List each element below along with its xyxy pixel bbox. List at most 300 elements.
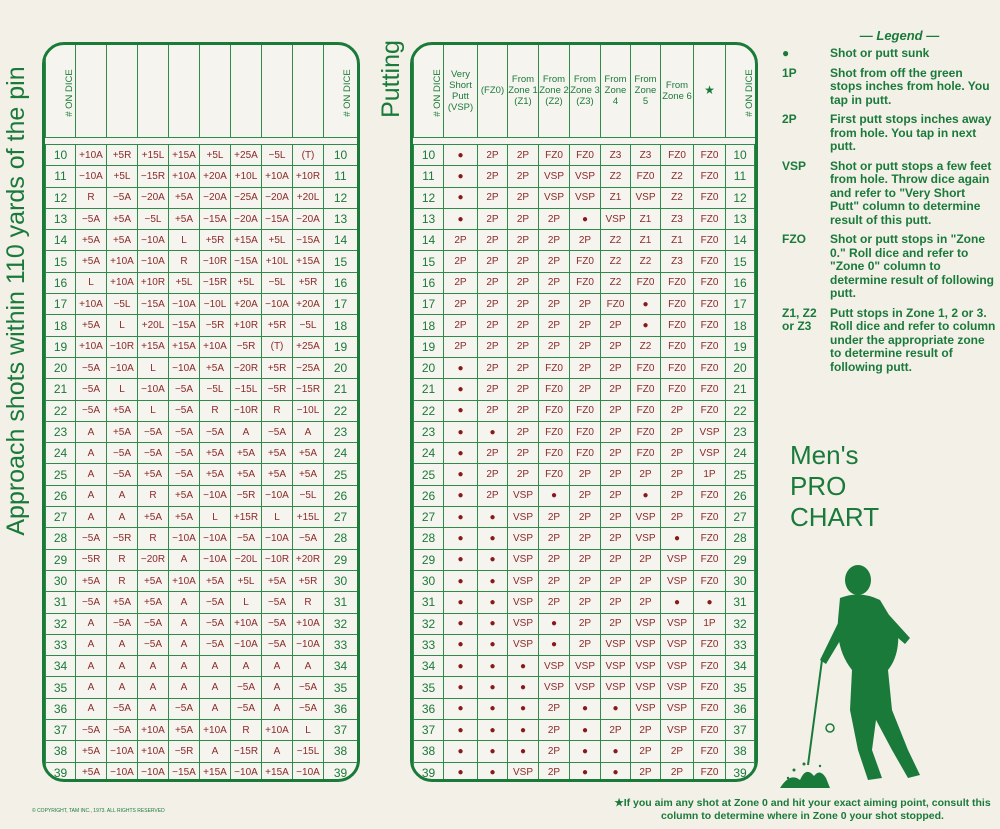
approach-cell: R: [76, 187, 107, 208]
putting-cell: 2P: [661, 762, 694, 782]
table-row: [414, 400, 755, 421]
dice-number: 26: [324, 485, 358, 506]
dice-number: 34: [46, 656, 76, 677]
approach-cell: −10A: [138, 379, 169, 400]
dice-number: 35: [726, 677, 755, 698]
approach-cell: L: [293, 720, 324, 741]
putting-cell: 2P: [661, 443, 694, 464]
putting-cell: ●: [444, 166, 478, 187]
putting-cell: FZ0: [631, 400, 661, 421]
approach-cell: +10A: [76, 145, 107, 166]
table-row: [414, 443, 755, 464]
approach-cell: −5A: [169, 400, 200, 421]
approach-cell: A: [262, 698, 293, 719]
approach-cell: +10A: [76, 336, 107, 357]
approach-cell: +5R: [293, 272, 324, 293]
table-row: [414, 145, 755, 166]
approach-table-panel: [42, 42, 360, 782]
putting-cell: ●: [478, 528, 508, 549]
approach-cell: −10A: [200, 549, 231, 570]
dice-number: 24: [324, 443, 358, 464]
dice-number: 21: [414, 379, 444, 400]
approach-cell: +5A: [231, 464, 262, 485]
approach-cell: +10A: [169, 570, 200, 591]
dice-number: 29: [726, 549, 755, 570]
approach-header: [46, 45, 358, 137]
table-row: [46, 592, 358, 613]
approach-cell: +10A: [200, 336, 231, 357]
dice-number: 30: [726, 570, 755, 591]
approach-title: Approach shots within 110 yards of the pin: [2, 66, 30, 536]
dice-number: 18: [726, 315, 755, 336]
approach-cell: +10R: [138, 272, 169, 293]
dice-number: 37: [414, 720, 444, 741]
table-row: [46, 507, 358, 528]
putting-cell: ●: [478, 570, 508, 591]
approach-cell: −5A: [231, 677, 262, 698]
putting-cell: ●: [444, 464, 478, 485]
chart-title-line-2: PRO: [790, 471, 847, 501]
putting-cell: ●: [478, 698, 508, 719]
dice-number: 33: [726, 634, 755, 655]
dice-number: 36: [324, 698, 358, 719]
dice-number: 35: [46, 677, 76, 698]
legend-items: [782, 47, 997, 374]
legend-item: [782, 113, 997, 154]
approach-cell: −10R: [200, 251, 231, 272]
putting-cell: 2P: [478, 208, 508, 229]
putting-cell: Z2: [631, 251, 661, 272]
approach-cell: −15A: [200, 208, 231, 229]
putting-cell: Z1: [661, 230, 694, 251]
putting-cell: VSP: [661, 613, 694, 634]
approach-cell: L: [138, 400, 169, 421]
putting-cell: VSP: [661, 656, 694, 677]
approach-cell: −10A: [169, 357, 200, 378]
dice-number: 29: [46, 549, 76, 570]
dice-number: 17: [46, 294, 76, 315]
putting-cell: VSP: [508, 613, 539, 634]
legend-text: Shot or putt stops a few feet from hole. Throw dice again and refer to "Very Short Putt" column to determine result of this putt.: [830, 158, 992, 227]
putting-cell: 2P: [539, 230, 570, 251]
putting-cell: ●: [444, 656, 478, 677]
putting-cell: FZ0: [694, 145, 726, 166]
putting-cell: 2P: [508, 357, 539, 378]
putting-cell: VSP: [508, 592, 539, 613]
table-row: [414, 379, 755, 400]
putting-cell: FZ0: [539, 357, 570, 378]
table-row: [414, 230, 755, 251]
putting-cell: VSP: [508, 507, 539, 528]
putting-cell: ●: [444, 741, 478, 762]
table-row: [414, 720, 755, 741]
putting-cell: VSP: [694, 443, 726, 464]
dice-number: 16: [46, 272, 76, 293]
approach-cell: −5A: [138, 421, 169, 442]
putting-header-row: [413, 45, 758, 138]
approach-cell: A: [107, 507, 138, 528]
putting-cell: 2P: [478, 336, 508, 357]
dice-number: 37: [46, 720, 76, 741]
putting-cell: 2P: [478, 400, 508, 421]
putting-cell: FZ0: [570, 443, 601, 464]
dice-number: 24: [414, 443, 444, 464]
table-row: [46, 230, 358, 251]
table-row: [46, 208, 358, 229]
approach-cell: +5A: [200, 570, 231, 591]
putting-cell: ●: [444, 421, 478, 442]
putting-cell: 2P: [478, 379, 508, 400]
approach-cell: −10R: [231, 400, 262, 421]
approach-cell: A: [138, 656, 169, 677]
dice-number: 39: [324, 762, 358, 782]
approach-cell: A: [76, 464, 107, 485]
putting-cell: ●: [444, 400, 478, 421]
putting-cell: ●: [444, 592, 478, 613]
dice-number: 31: [46, 592, 76, 613]
dice-number: 17: [324, 294, 358, 315]
approach-column-header: [293, 45, 324, 137]
putting-cell: ●: [661, 528, 694, 549]
dice-number: 22: [414, 400, 444, 421]
dice-number: 12: [726, 187, 755, 208]
dice-number: 34: [324, 656, 358, 677]
legend-text: Shot or putt sunk: [830, 46, 930, 60]
approach-cell: −5A: [262, 634, 293, 655]
approach-cell: −5A: [107, 720, 138, 741]
putting-cell: 2P: [508, 294, 539, 315]
legend-title: — Legend —: [859, 28, 940, 43]
approach-cell: −5A: [76, 400, 107, 421]
approach-cell: +15A: [169, 336, 200, 357]
approach-cell: A: [169, 549, 200, 570]
dice-number: 14: [414, 230, 444, 251]
table-row: [46, 613, 358, 634]
putting-cell: 2P: [601, 720, 631, 741]
putting-cell: 2P: [601, 485, 631, 506]
approach-cell: +15A: [231, 230, 262, 251]
approach-cell: A: [200, 698, 231, 719]
table-row: [414, 336, 755, 357]
approach-cell: −5R: [200, 315, 231, 336]
column-header-label: # ON DICE: [63, 68, 75, 117]
putting-cell: 2P: [539, 272, 570, 293]
approach-cell: A: [76, 698, 107, 719]
dice-number: 18: [46, 315, 76, 336]
putting-cell: FZ0: [539, 443, 570, 464]
approach-cell: −5A: [293, 528, 324, 549]
approach-cell: +5L: [231, 272, 262, 293]
putting-cell: VSP: [508, 762, 539, 782]
putting-cell: 2P: [661, 507, 694, 528]
putting-cell: 2P: [661, 421, 694, 442]
putting-cell: ●: [444, 528, 478, 549]
putting-cell: 2P: [478, 464, 508, 485]
dice-number: 32: [726, 613, 755, 634]
approach-cell: +5A: [138, 592, 169, 613]
dice-number: 11: [414, 166, 444, 187]
legend: [782, 28, 997, 380]
chart-title-line-3: CHART: [790, 502, 880, 532]
dice-number: 34: [414, 656, 444, 677]
approach-cell: −5A: [76, 379, 107, 400]
approach-column-header: [76, 45, 107, 137]
dice-number: 16: [324, 272, 358, 293]
putting-cell: 2P: [631, 549, 661, 570]
putting-cell: 1P: [694, 464, 726, 485]
approach-cell: −25A: [293, 357, 324, 378]
putting-cell: ●: [508, 720, 539, 741]
dice-number: 31: [726, 592, 755, 613]
column-header-label: ★: [704, 83, 715, 98]
table-row: [414, 549, 755, 570]
legend-key: 1P: [782, 65, 797, 80]
approach-cell: R: [262, 400, 293, 421]
dice-number: 20: [726, 357, 755, 378]
approach-cell: +5A: [107, 592, 138, 613]
putting-cell: 2P: [539, 528, 570, 549]
putting-cell: Z2: [601, 272, 631, 293]
approach-cell: −10A: [107, 741, 138, 762]
dice-number: 10: [46, 145, 76, 166]
dice-number: 20: [46, 357, 76, 378]
table-row: [46, 379, 358, 400]
putting-cell: ●: [601, 762, 631, 782]
approach-cell: L: [200, 507, 231, 528]
approach-cell: +15A: [169, 145, 200, 166]
putting-cell: 2P: [444, 251, 478, 272]
putting-cell: ●: [478, 421, 508, 442]
putting-cell: 2P: [631, 464, 661, 485]
putting-cell: 2P: [508, 421, 539, 442]
putting-cell: VSP: [570, 187, 601, 208]
putting-cell: ●: [539, 634, 570, 655]
dice-number: 19: [726, 336, 755, 357]
approach-cell: A: [138, 677, 169, 698]
putting-cell: 2P: [539, 762, 570, 782]
approach-cell: −5A: [200, 592, 231, 613]
dice-number: 22: [46, 400, 76, 421]
approach-cell: +15L: [138, 145, 169, 166]
putting-cell: 2P: [508, 166, 539, 187]
putting-cell: 2P: [478, 294, 508, 315]
putting-cell: 2P: [508, 187, 539, 208]
dice-number: 35: [324, 677, 358, 698]
putting-cell: 2P: [478, 251, 508, 272]
putting-cell: 2P: [570, 570, 601, 591]
putting-cell: Z3: [661, 251, 694, 272]
approach-cell: −5A: [76, 208, 107, 229]
putting-cell: FZ0: [631, 421, 661, 442]
dice-number: 14: [726, 230, 755, 251]
putting-cell: 2P: [570, 549, 601, 570]
putting-cell: 2P: [601, 379, 631, 400]
approach-cell: −20A: [200, 187, 231, 208]
putting-cell: FZ0: [661, 336, 694, 357]
putting-cell: ●: [444, 443, 478, 464]
putting-cell: ●: [478, 592, 508, 613]
column-header-label: # ON DICE: [743, 68, 755, 117]
approach-cell: +5A: [76, 570, 107, 591]
putting-cell: 2P: [601, 570, 631, 591]
approach-cell: (T): [262, 336, 293, 357]
dice-number: 21: [46, 379, 76, 400]
dice-number: 25: [324, 464, 358, 485]
approach-cell: −5L: [262, 272, 293, 293]
table-row: [414, 208, 755, 229]
column-header-label: From Zone 4: [604, 74, 627, 108]
putting-cell: Z2: [601, 166, 631, 187]
dice-number: 21: [726, 379, 755, 400]
approach-cell: +10A: [231, 613, 262, 634]
table-row: [414, 357, 755, 378]
putting-cell: ●: [631, 485, 661, 506]
putting-column-header: [539, 45, 570, 137]
approach-cell: −20A: [262, 187, 293, 208]
approach-cell: +5R: [200, 230, 231, 251]
approach-cell: +20A: [293, 294, 324, 315]
approach-cell: −5A: [169, 443, 200, 464]
putting-column-header: [631, 45, 661, 137]
putting-cell: FZ0: [601, 294, 631, 315]
approach-cell: −10A: [107, 762, 138, 782]
table-row: [414, 421, 755, 442]
dice-number: 10: [726, 145, 755, 166]
dice-number: 16: [726, 272, 755, 293]
putting-cell: 2P: [478, 315, 508, 336]
table-row: [46, 549, 358, 570]
approach-cell: A: [76, 677, 107, 698]
table-row: [414, 698, 755, 719]
putting-cell: ●: [601, 698, 631, 719]
approach-cell: −10A: [262, 294, 293, 315]
putting-cell: VSP: [631, 187, 661, 208]
putting-cell: 2P: [601, 315, 631, 336]
approach-cell: A: [293, 421, 324, 442]
putting-cell: VSP: [661, 698, 694, 719]
putting-cell: VSP: [631, 698, 661, 719]
approach-cell: A: [107, 634, 138, 655]
putting-cell: FZ0: [661, 357, 694, 378]
table-row: [414, 570, 755, 591]
column-header-label: From Zone 2 (Z2): [539, 74, 569, 108]
dice-number: 16: [414, 272, 444, 293]
putting-cell: Z1: [601, 187, 631, 208]
putting-cell: 2P: [570, 294, 601, 315]
dice-number: 31: [324, 592, 358, 613]
approach-cell: A: [262, 656, 293, 677]
approach-cell: −10A: [169, 528, 200, 549]
putting-cell: 2P: [539, 698, 570, 719]
putting-cell: Z2: [661, 187, 694, 208]
putting-cell: 2P: [508, 208, 539, 229]
putting-cell: FZ0: [694, 208, 726, 229]
approach-cell: +5A: [76, 741, 107, 762]
putting-cell: VSP: [539, 166, 570, 187]
approach-cell: A: [169, 592, 200, 613]
dice-number: 39: [414, 762, 444, 782]
putting-cell: ●: [478, 720, 508, 741]
approach-cell: +5L: [231, 570, 262, 591]
putting-cell: ●: [508, 741, 539, 762]
putting-cell: 2P: [478, 272, 508, 293]
putting-cell: FZ0: [694, 762, 726, 782]
column-header-label: # ON DICE: [341, 68, 353, 117]
approach-cell: −10A: [138, 251, 169, 272]
approach-cell: −5A: [76, 720, 107, 741]
putting-cell: FZ0: [694, 272, 726, 293]
table-row: [46, 294, 358, 315]
approach-cell: −10A: [262, 528, 293, 549]
dice-number: 27: [324, 507, 358, 528]
approach-cell: +5R: [262, 357, 293, 378]
approach-cell: R: [107, 570, 138, 591]
approach-cell: A: [231, 656, 262, 677]
approach-cell: A: [76, 485, 107, 506]
putting-cell: ●: [694, 592, 726, 613]
approach-cell: −5A: [200, 421, 231, 442]
footnote: ★If you aim any shot at Zone 0 and hit your exact aiming point, consult this column to determine where in Zone 0 your shot stopped.: [614, 797, 991, 822]
dice-number: 36: [414, 698, 444, 719]
dice-number: 26: [414, 485, 444, 506]
approach-cell: +25A: [293, 336, 324, 357]
putting-cell: VSP: [508, 528, 539, 549]
putting-cell: 2P: [631, 592, 661, 613]
dice-number: 32: [324, 613, 358, 634]
approach-cell: +5R: [293, 570, 324, 591]
approach-cell: +20A: [231, 294, 262, 315]
dice-number: 18: [324, 315, 358, 336]
putting-cell: 2P: [444, 315, 478, 336]
dice-number: 38: [414, 741, 444, 762]
putting-cell: VSP: [631, 677, 661, 698]
column-header-label: From Zone 6: [662, 79, 692, 102]
table-row: [414, 464, 755, 485]
putting-cell: ●: [539, 613, 570, 634]
putting-cell: FZ0: [694, 720, 726, 741]
approach-cell: +5L: [200, 145, 231, 166]
approach-cell: −10A: [76, 166, 107, 187]
approach-cell: −5A: [262, 613, 293, 634]
legend-item: [782, 67, 997, 108]
dice-number: 39: [726, 762, 755, 782]
dice-number: 12: [414, 187, 444, 208]
putting-cell: FZ0: [694, 634, 726, 655]
approach-cell: (T): [293, 145, 324, 166]
putting-cell: ●: [478, 549, 508, 570]
putting-cell: FZ0: [694, 315, 726, 336]
copyright-notice: © COPYRIGHT, TAM INC., 1973. ALL RIGHTS RESERVED: [32, 808, 165, 814]
putting-cell: 2P: [601, 507, 631, 528]
approach-cell: −10L: [293, 400, 324, 421]
dice-number: 13: [46, 208, 76, 229]
golfer-illustration: [780, 560, 995, 790]
approach-cell: A: [293, 656, 324, 677]
approach-column-header: [107, 45, 138, 137]
column-header-label: (FZ0): [480, 85, 505, 97]
putting-cell: 2P: [661, 400, 694, 421]
putting-cell: 2P: [508, 443, 539, 464]
legend-item: [782, 160, 997, 228]
putting-cell: FZ0: [570, 272, 601, 293]
putting-column-header: [661, 45, 694, 137]
approach-column-header: [231, 45, 262, 137]
approach-cell: −25A: [231, 187, 262, 208]
dice-number: 38: [46, 741, 76, 762]
approach-cell: +5A: [107, 230, 138, 251]
approach-cell: −15A: [293, 230, 324, 251]
approach-cell: −5R: [107, 528, 138, 549]
